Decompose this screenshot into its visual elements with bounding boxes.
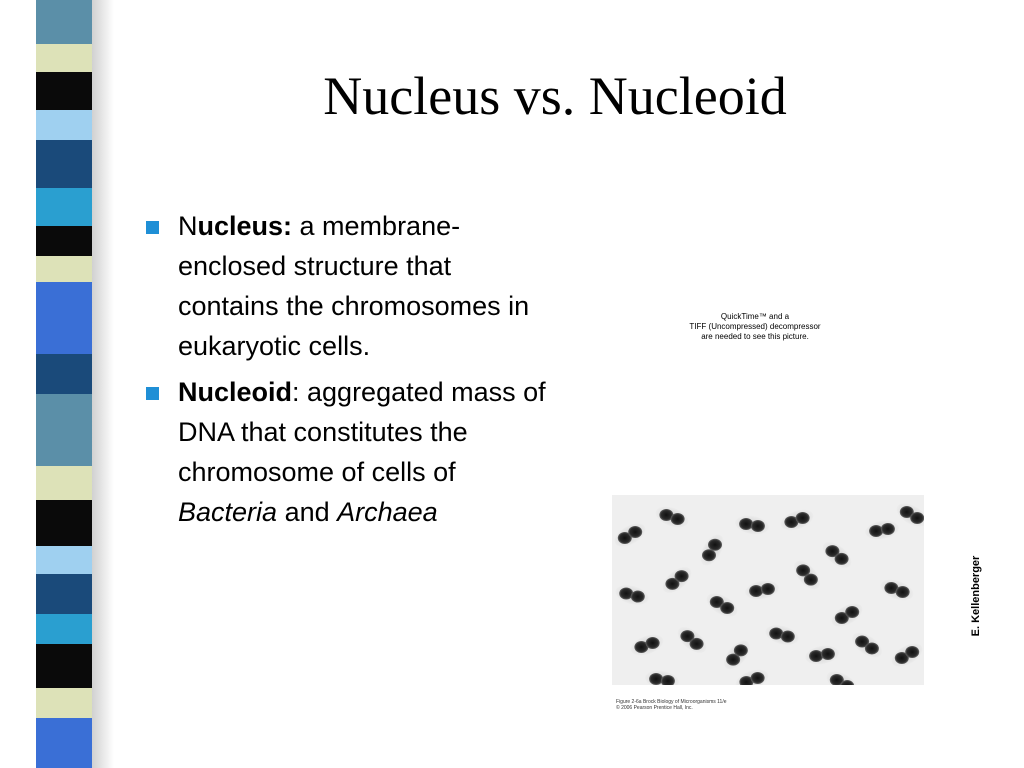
stripe-block (36, 18, 92, 44)
quicktime-placeholder (670, 312, 840, 342)
bullet-square-icon (146, 387, 159, 400)
nucleus-term-initial: N (178, 211, 198, 241)
nucleoid-blob (702, 549, 716, 561)
stripe-block (36, 44, 92, 72)
nucleoid-blob (690, 638, 704, 650)
nucleoid-blob (671, 513, 685, 525)
bullet-nucleus (140, 206, 550, 366)
stripe-block (36, 718, 92, 756)
nucleoid-blob (796, 512, 810, 524)
stripe-block (36, 688, 92, 718)
nucleoid-blob (720, 602, 734, 614)
nucleoid-definition: : aggregated mass of DNA that constitutes the chromosome of cells of (178, 377, 546, 487)
quicktime-line-2: TIFF (Uncompressed) decompressor (689, 322, 821, 331)
stripe-block (36, 500, 92, 546)
nucleoid-term: Nucleoid (178, 377, 293, 407)
micrograph-figure (612, 495, 982, 697)
micrograph-image (612, 495, 924, 685)
figure-caption-line-1: Figure 2-6a Brock Biology of Microorganisms 11/e (616, 699, 727, 705)
decorative-stripe-bar (0, 0, 120, 768)
bullet-list (140, 206, 550, 538)
bacteria-text: Bacteria (178, 497, 278, 527)
archaea-text: Archaea (337, 497, 438, 527)
nucleoid-blob (749, 585, 763, 597)
nucleoid-blob (905, 646, 919, 658)
stripe-block (36, 354, 92, 394)
stripe-block (36, 614, 92, 644)
nucleoid-blob (881, 523, 895, 535)
nucleoid-blob (751, 672, 765, 684)
stripe-block (36, 574, 92, 614)
nucleoid-blob (646, 637, 660, 649)
nucleoid-blob (865, 642, 879, 654)
stripe-block (36, 256, 92, 282)
stripe-block (36, 72, 92, 110)
stripe-block (36, 756, 92, 768)
nucleoid-blob (821, 648, 835, 660)
stripe-block (36, 394, 92, 424)
nucleoid-blob (734, 644, 748, 656)
nucleoid-blob (835, 553, 849, 565)
quicktime-line-3: are needed to see this picture. (701, 332, 809, 341)
connector-text: and (277, 497, 338, 527)
nucleoid-blob (631, 591, 645, 603)
stripe-block (36, 424, 92, 466)
figure-caption (616, 699, 816, 711)
bullet-nucleoid (140, 372, 550, 532)
stripe-block (36, 282, 92, 320)
nucleoid-blob (896, 586, 910, 598)
stripe-block (36, 140, 92, 188)
slide-title: Nucleus vs. Nucleoid (323, 66, 787, 126)
stripe-block (36, 188, 92, 226)
bacteria-cells-graphic (612, 495, 924, 685)
nucleoid-blob (804, 574, 818, 586)
nucleoid-blob (628, 526, 642, 538)
stripe-pattern (0, 0, 100, 768)
nucleoid-blob (845, 606, 859, 618)
nucleoid-blob (869, 525, 883, 537)
stripe-block (36, 110, 92, 140)
nucleoid-blob (781, 631, 795, 643)
stripe-block (36, 546, 92, 574)
stripe-block (36, 226, 92, 256)
photo-credit: E. Kellenberger (970, 555, 982, 637)
stripe-block (36, 0, 92, 18)
nucleoid-blob (708, 539, 722, 551)
stripe-block (36, 644, 92, 688)
nucleoid-blob (809, 650, 823, 662)
nucleoid-blob (761, 583, 775, 595)
figure-caption-line-2: © 2006 Pearson Prentice Hall, Inc. (616, 705, 693, 711)
nucleoid-blob (910, 512, 924, 524)
stripe-block (36, 320, 92, 354)
nucleoid-blob (751, 520, 765, 532)
stripe-block (36, 466, 92, 500)
nucleoid-blob (675, 570, 689, 582)
nucleus-term: ucleus: (197, 211, 293, 241)
quicktime-line-1: QuickTime™ and a (720, 312, 790, 321)
nucleoid-blob (649, 673, 663, 685)
bullet-square-icon (146, 221, 159, 234)
nucleus-definition: a membrane-enclosed structure that contains the chromosomes in eukaryotic cells. (178, 211, 530, 361)
nucleoid-blob (739, 518, 753, 530)
